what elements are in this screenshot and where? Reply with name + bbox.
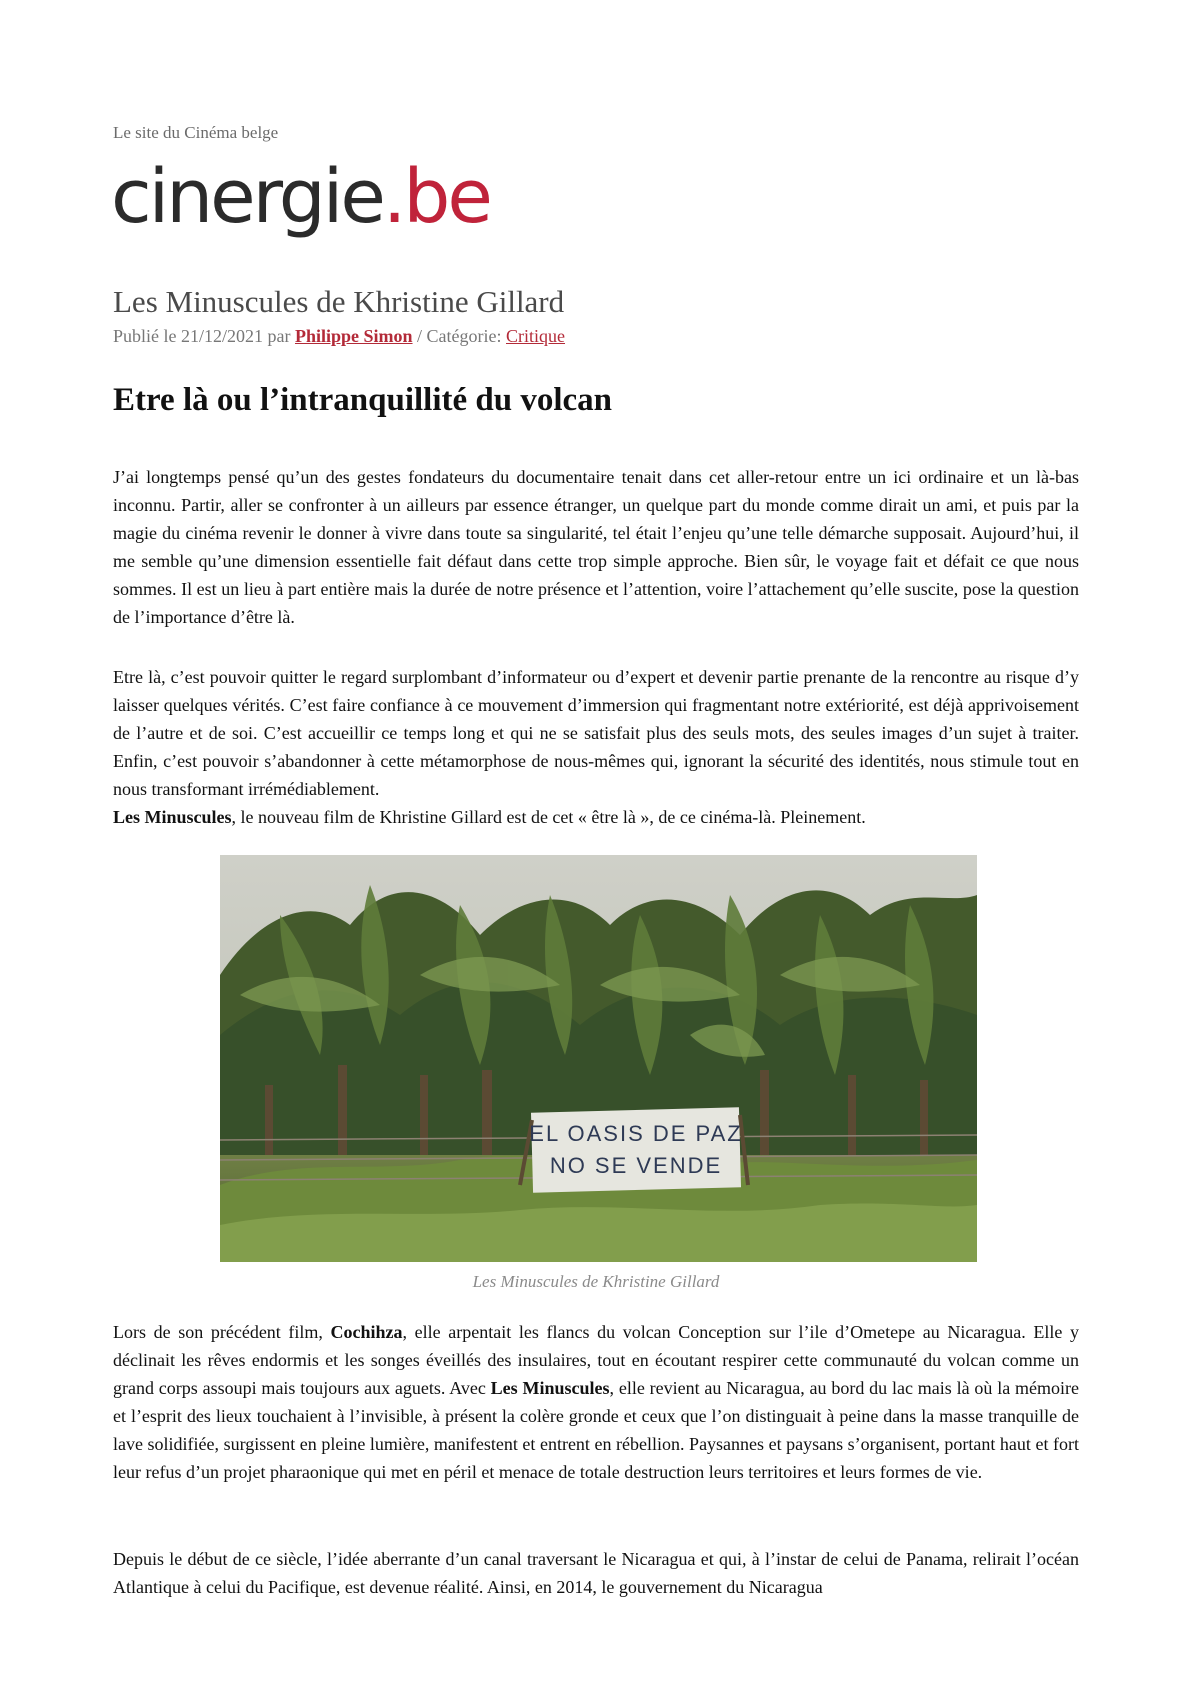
film-title-bold: Les Minuscules (113, 807, 232, 827)
p3-part-a: Lors de son précédent film, (113, 1322, 331, 1342)
film-title-minuscules: Les Minuscules (490, 1378, 610, 1398)
author-link[interactable]: Philippe Simon (294, 326, 413, 346)
logo-main: cinergie (111, 154, 383, 240)
p3-part-e: , elle revient au Nicaragua, au bord du lac mais là où la mémoire et l’esprit des lieux touchaient à l’invisible, à présent la colère gronde et ceux que l’on distinguait à peine dans la masse tranquille de lave solidifiée, surgissent en pleine lumière, manifestent et entrent en rébellion. Paysannes et paysans s’organisent, portant haut et fort leur refus d’un projet pharaonique qui met en péril et menace de totale destruction leurs territoires et leurs formes de vie. (113, 1378, 1080, 1482)
article-meta (113, 326, 565, 347)
logo-tld: .be (382, 154, 490, 240)
meta-separator: / Catégorie: (412, 326, 507, 346)
site-logo[interactable] (111, 154, 490, 240)
film-title-cochihza: Cochihza (330, 1322, 403, 1342)
image-caption: Les Minuscules de Khristine Gillard (472, 1272, 720, 1291)
sign-line-1: EL OASIS DE PAZ (529, 1121, 743, 1146)
paragraph-4: Depuis le début de ce siècle, l’idée aberrante d’un canal traversant le Nicaragua et qui, à l’instar de celui de Panama, relirait l’océan Atlantique à celui du Pacifique, est devenue réalité. Ainsi, en 2014, le gouvernement du Nicaragua (113, 1549, 1079, 1597)
paragraph-2-block (113, 663, 1079, 831)
sign-line-2: NO SE VENDE (549, 1153, 723, 1178)
banner-sign (520, 1107, 748, 1192)
site-tagline: Le site du Cinéma belge (113, 123, 279, 142)
meta-prefix: Publié le 21/12/2021 par (113, 326, 295, 346)
article-headline: Etre là ou l’intranquillité du volcan (113, 382, 613, 418)
category-link[interactable]: Critique (506, 326, 566, 346)
paragraph-2b-rest: , le nouveau film de Khristine Gillard est de cet « être là », de ce cinéma-là. Pleinement. (231, 807, 866, 827)
article-title: Les Minuscules de Khristine Gillard (113, 284, 565, 319)
paragraph-2b (113, 803, 1079, 831)
p3-part-c: , elle arpentait les flancs du volcan Conception sur l’ile d’Ometepe au Nicaragua. Elle y déclinait les rêves endormis et les songes éveillés des insulaires, tout en écoutant respirer cette communauté du volcan comme un grand corps assoupi mais toujours aux aguets. Avec (113, 1322, 1079, 1398)
paragraph-2: Etre là, c’est pouvoir quitter le regard surplombant d’informateur ou d’expert et devenir partie prenante de la rencontre au risque d’y laisser quelques vérités. C’est faire confiance à ce mouvement d’immersion qui fragmentant notre extériorité, est déjà apprivoisement de l’autre et de soi. C’est accueillir ce temps long et qui ne se satisfait plus des seuls mots, des seules images d’un sujet à traiter. Enfin, c’est pouvoir s’abandonner à cette métamorphose de nous-mêmes qui, ignorant la sécurité des identités, nous stimule tout en nous transformant irrémédiablement. (113, 667, 1079, 799)
banana-grove-photo (220, 855, 977, 1262)
paragraph-1: J’ai longtemps pensé qu’un des gestes fondateurs du documentaire tenait dans cet aller-retour entre un ici ordinaire et un là-bas inconnu. Partir, aller se confronter à un ailleurs par essence étranger, un quelque part du monde comme dirait un ami, et puis par la magie du cinéma revenir le donner à vivre dans toute sa singularité, tel était l’enjeu qu’une telle démarche supposait. Aujourd’hui, il me semble qu’une dimension essentielle fait défaut dans cette trop simple approche. Bien sûr, le voyage fait et défait ce que nous sommes. Il est un lieu à part entière mais la durée de notre présence et l’attention, voire l’attachement qu’elle suscite, pose la question de l’importance d’être là. (113, 467, 1079, 627)
paragraph-3 (113, 1318, 1079, 1486)
film-still-image (220, 855, 977, 1262)
